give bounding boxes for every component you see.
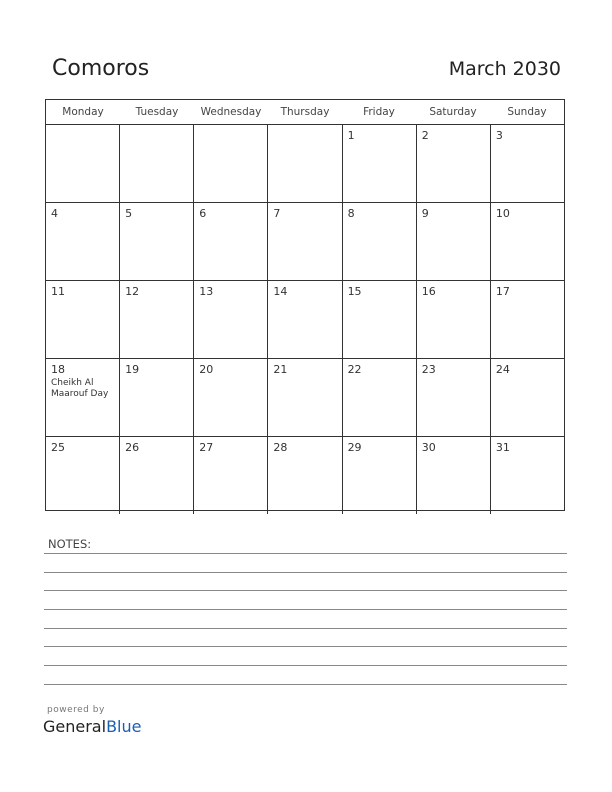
day-number: 7: [273, 207, 281, 220]
week-row: [46, 281, 564, 359]
day-cell[interactable]: [120, 125, 194, 202]
month-title: March 2030: [448, 58, 561, 80]
notes-line: [44, 609, 567, 610]
day-cell[interactable]: [491, 203, 564, 280]
holiday-label: Cheikh Al Maarouf Day: [51, 378, 109, 399]
brand-blue-text: Blue: [106, 717, 142, 736]
week-row: [46, 437, 564, 514]
notes-line: [44, 628, 567, 629]
day-number: 27: [199, 441, 214, 454]
day-number: 13: [199, 285, 214, 298]
powered-by-text: powered by: [47, 705, 105, 715]
day-number: 1: [347, 129, 355, 142]
day-number: 15: [347, 285, 362, 298]
weekday-header-row: [46, 100, 564, 125]
day-number: 12: [125, 285, 140, 298]
calendar-grid: [45, 99, 565, 511]
day-cell[interactable]: [194, 281, 268, 358]
day-cell[interactable]: [268, 125, 342, 202]
day-number: 30: [421, 441, 436, 454]
day-cell[interactable]: [343, 359, 417, 436]
weekday-header: Sunday: [507, 106, 547, 118]
day-cell[interactable]: [194, 359, 268, 436]
day-number: 24: [495, 363, 510, 376]
weekday-header: Tuesday: [135, 106, 179, 118]
day-number: 5: [125, 207, 133, 220]
weeks-container: [46, 125, 564, 514]
notes-line: [44, 553, 567, 554]
day-number: 29: [347, 441, 362, 454]
day-cell[interactable]: [491, 125, 564, 202]
day-cell[interactable]: [120, 281, 194, 358]
day-cell[interactable]: [194, 437, 268, 514]
day-number: 25: [51, 441, 65, 454]
day-cell[interactable]: [46, 437, 120, 514]
day-cell[interactable]: [417, 203, 491, 280]
day-number: 22: [347, 363, 362, 376]
day-cell[interactable]: [46, 203, 120, 280]
day-number: 21: [273, 363, 288, 376]
day-number: 6: [199, 207, 207, 220]
day-cell[interactable]: [343, 281, 417, 358]
day-cell[interactable]: [268, 281, 342, 358]
day-cell[interactable]: [491, 281, 564, 358]
day-number: 20: [199, 363, 214, 376]
weekday-header: Saturday: [429, 106, 477, 118]
notes-label: NOTES:: [48, 537, 92, 551]
day-cell[interactable]: [268, 359, 342, 436]
notes-line: [44, 684, 567, 685]
day-cell[interactable]: [268, 437, 342, 514]
day-cell[interactable]: [343, 437, 417, 514]
day-number: 2: [421, 129, 429, 142]
day-number: 23: [421, 363, 436, 376]
day-cell[interactable]: [417, 281, 491, 358]
week-row: [46, 359, 564, 437]
week-row: [46, 203, 564, 281]
day-number: 19: [125, 363, 140, 376]
day-number: 18: [51, 363, 65, 376]
weekday-header: Monday: [62, 106, 104, 118]
weekday-header: Friday: [363, 106, 395, 118]
country-title: Comoros: [52, 56, 150, 81]
day-cell[interactable]: [194, 203, 268, 280]
day-number: 14: [273, 285, 288, 298]
day-number: 10: [495, 207, 510, 220]
day-cell[interactable]: [194, 125, 268, 202]
day-cell[interactable]: [46, 281, 120, 358]
day-number: 16: [421, 285, 436, 298]
day-cell[interactable]: [343, 203, 417, 280]
day-number: 4: [51, 207, 58, 220]
day-cell[interactable]: [491, 359, 564, 436]
notes-line: [44, 646, 567, 647]
notes-line: [44, 572, 567, 573]
day-cell[interactable]: [46, 125, 120, 202]
day-cell[interactable]: [120, 437, 194, 514]
day-cell[interactable]: [417, 359, 491, 436]
brand-general-text: General: [43, 717, 107, 736]
day-number: 17: [495, 285, 510, 298]
notes-line: [44, 590, 567, 591]
day-number: 8: [347, 207, 355, 220]
day-number: 11: [51, 285, 65, 298]
day-cell[interactable]: [417, 125, 491, 202]
week-row: [46, 125, 564, 203]
day-number: 9: [421, 207, 429, 220]
weekday-header: Wednesday: [200, 106, 262, 118]
day-number: 31: [495, 441, 510, 454]
day-cell[interactable]: [120, 359, 194, 436]
brand-logo[interactable]: [43, 717, 141, 736]
weekday-header: Thursday: [280, 106, 330, 118]
day-number: 26: [125, 441, 140, 454]
day-cell[interactable]: [343, 125, 417, 202]
day-number: 28: [273, 441, 288, 454]
day-number: 3: [495, 129, 503, 142]
day-cell[interactable]: [417, 437, 491, 514]
day-cell[interactable]: [268, 203, 342, 280]
notes-line: [44, 665, 567, 666]
day-cell[interactable]: [491, 437, 564, 514]
day-cell[interactable]: [46, 359, 120, 436]
day-cell[interactable]: [120, 203, 194, 280]
